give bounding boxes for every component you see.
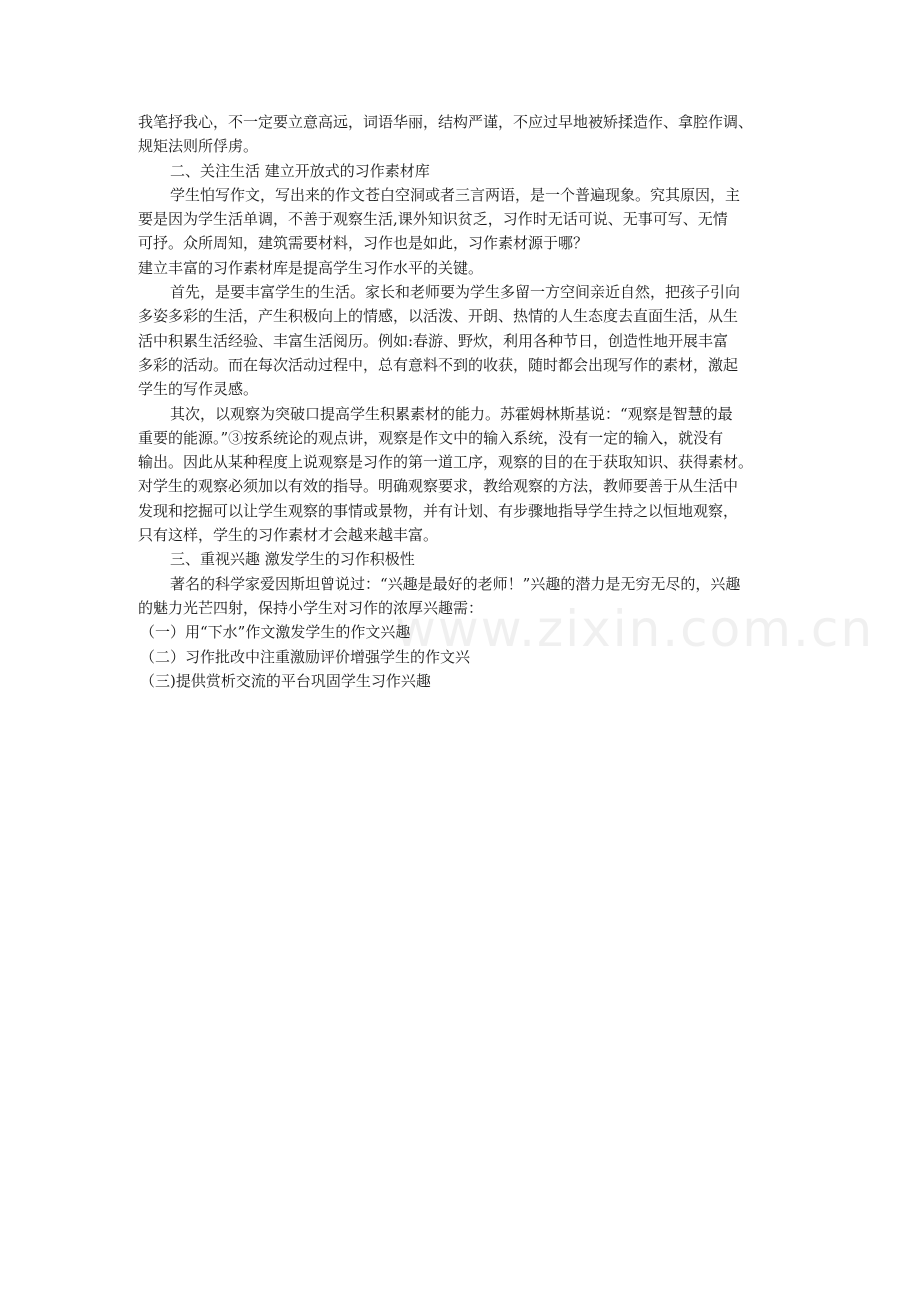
text-line: 要是因为学生活单调，不善于观察生活,课外知识贫乏，习作时无话可说、无事可写、无情 (138, 210, 728, 229)
text-line: 对学生的观察必须加以有效的指导。明确观察要求，教给观察的方法，教师要善于从生活中 (138, 477, 739, 496)
text-line: 可抒。众所周知，建筑需要材料，习作也是如此，习作素材源于哪？ (138, 234, 589, 253)
text-line: 学生怕写作文，写出来的作文苍白空洞或者三言两语，是一个普遍现象。究其原因，主 (170, 185, 741, 204)
text-line: 发现和挖掘可以让学生观察的事情或景物，并有计划、有步骤地指导学生持之以恒地观察， (138, 501, 739, 520)
text-line: （二）习作批改中注重激励评价增强学生的作文兴 (140, 647, 471, 666)
text-line: 建立丰富的习作素材库是提高学生习作水平的关键。 (138, 258, 484, 277)
text-line: 多彩的活动。而在每次活动过程中，总有意料不到的收获，随时都会出现写作的素材，激起 (138, 355, 739, 374)
text-line: 规矩法则所俘虏。 (138, 137, 259, 156)
text-line: 多姿多彩的生活，产生积极向上的情感，以活泼、开朗、热情的人生态度去直面生活，从生 (138, 307, 739, 326)
text-line: 我笔抒我心，不一定要立意高远，词语华丽，结构严谨，不应过早地被矫揉造作、拿腔作调、 (138, 113, 754, 131)
text-line: 的魅力光芒四射，保持小学生对习作的浓厚兴趣需： (138, 598, 484, 617)
text-line: 只有这样，学生的习作素材才会越来越丰富。 (138, 526, 439, 545)
text-line: 其次，以观察为突破口提高学生积累素材的能力。苏霍姆林斯基说：“观察是智慧的最 (170, 404, 733, 423)
text-line: （三)提供赏析交流的平台巩固学生习作兴趣 (140, 671, 431, 690)
text-line: 首先，是要丰富学生的生活。家长和老师要为学生多留一方空间亲近自然，把孩子引向 (170, 283, 741, 302)
text-line: 重要的能源。”③按系统论的观点讲，观察是作文中的输入系统，没有一定的输入，就没有 (138, 428, 724, 447)
text-line: 三、重视兴趣 激发学生的习作积极性 (170, 550, 415, 569)
text-line: （一）用“下水”作文激发学生的作文兴趣 (140, 623, 411, 642)
document-body (138, 110, 788, 693)
text-line: 活中积累生活经验、丰富生活阅历。例如:春游、野炊，利用各种节日，创造性地开展丰富 (138, 331, 729, 350)
text-line: 学生的写作灵感。 (138, 380, 259, 399)
text-line: 二、关注生活 建立开放式的习作素材库 (170, 161, 430, 180)
text-line: 著名的科学家爱因斯坦曾说过：“兴趣是最好的老师！”兴趣的潜力是无穷无尽的，兴趣 (170, 574, 741, 593)
text-line: 输出。因此从某种程度上说观察是习作的第一道工序，观察的目的在于获取知识、获得素材。 (138, 453, 754, 472)
watermark: www.zixin.com.cn (395, 600, 875, 658)
